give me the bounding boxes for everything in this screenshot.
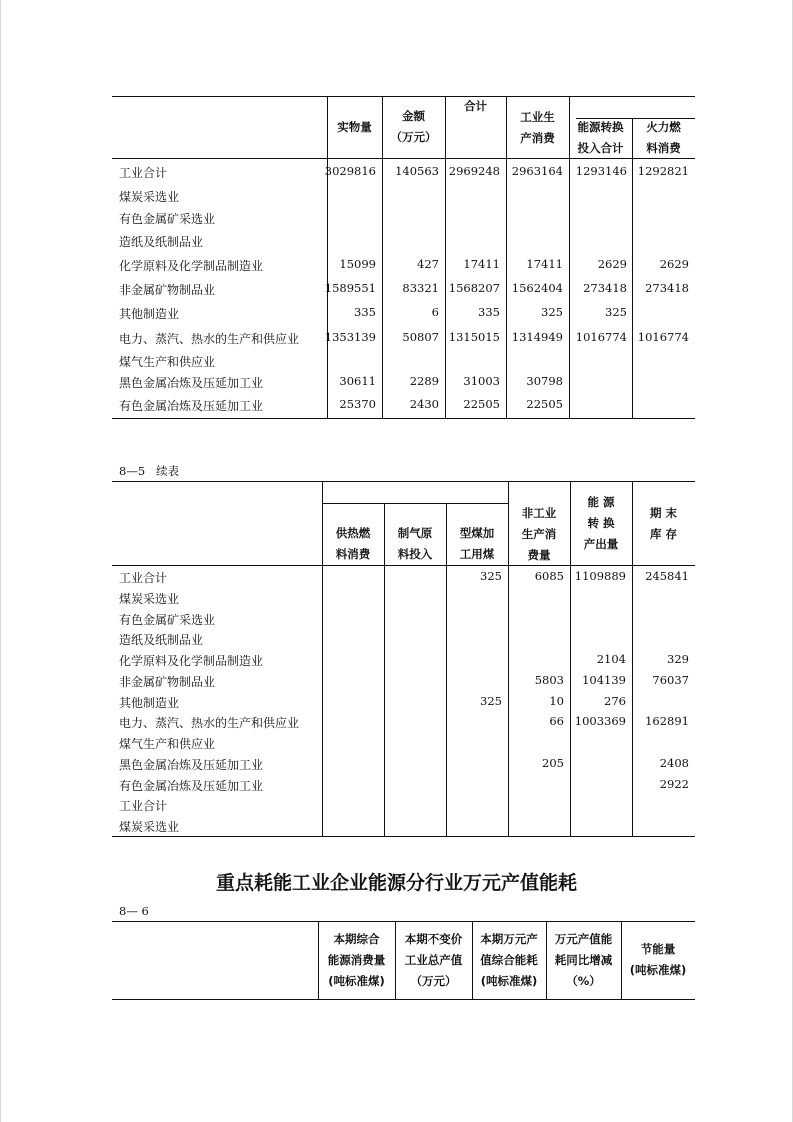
cell-value: 427 <box>417 257 439 271</box>
header-bubianjia-chanzhi: 本期不变价 工业总产值 （万元） <box>404 932 463 988</box>
row-label: 其他制造业 <box>119 307 180 321</box>
table2-subheader-rule <box>322 503 508 504</box>
cell-value: 10 <box>549 694 564 708</box>
cell-value: 1292821 <box>637 164 689 178</box>
cell-value: 2104 <box>596 652 626 666</box>
cell-value: 329 <box>667 652 689 666</box>
cell-value: 30611 <box>339 374 376 388</box>
cell-value: 2408 <box>659 756 689 770</box>
row-label: 煤炭采选业 <box>119 592 180 606</box>
table2-top-rule <box>112 481 695 482</box>
table1-top-rule <box>112 96 695 97</box>
cell-value: 2629 <box>597 257 627 271</box>
cell-value: 2629 <box>659 257 689 271</box>
header-qimo-kucun: 期 末 库 存 <box>649 506 677 541</box>
cell-value: 3029816 <box>324 164 376 178</box>
header-tongbi-zengjian: 万元产值能 耗同比增减 （%） <box>554 932 613 988</box>
cell-value: 1353139 <box>324 330 376 344</box>
cell-value: 325 <box>480 694 502 708</box>
row-label: 煤炭采选业 <box>119 820 180 834</box>
header-huoli-ranliao: 火力燃 料消费 <box>646 120 681 155</box>
section-title: 重点耗能工业企业能源分行业万元产值能耗 <box>215 872 577 894</box>
header-heji: 合计 <box>464 99 487 113</box>
cell-value: 17411 <box>526 257 563 271</box>
cell-value: 66 <box>549 714 564 728</box>
cell-value: 1016774 <box>575 330 627 344</box>
row-label: 有色金属矿采选业 <box>119 212 216 226</box>
row-label: 化学原料及化学制品制造业 <box>119 259 264 273</box>
cell-value: 5803 <box>534 673 564 687</box>
cell-value: 140563 <box>395 164 439 178</box>
cell-value: 2922 <box>659 777 689 791</box>
cell-value: 104139 <box>582 673 626 687</box>
cell-value: 1568207 <box>448 281 500 295</box>
cell-value: 1589551 <box>324 281 376 295</box>
cell-value: 245841 <box>645 569 689 583</box>
header-wanyuan-nenghao: 本期万元产 值综合能耗 (吨标准煤) <box>480 932 538 988</box>
cell-value: 2430 <box>409 397 439 411</box>
cell-value: 1562404 <box>511 281 563 295</box>
cell-value: 1016774 <box>637 330 689 344</box>
header-jienengliang: 节能量 (吨标准煤) <box>629 942 687 977</box>
table3-header-bottom-rule <box>112 999 695 1000</box>
row-label: 工业合计 <box>119 166 168 180</box>
cell-value: 2289 <box>409 374 439 388</box>
row-label: 工业合计 <box>119 799 168 813</box>
cell-value: 17411 <box>463 257 500 271</box>
row-label: 其他制造业 <box>119 696 180 710</box>
row-label: 非金属矿物制品业 <box>119 675 216 689</box>
row-label: 煤气生产和供应业 <box>119 355 216 369</box>
cell-value: 15099 <box>339 257 376 271</box>
row-label: 化学原料及化学制品制造业 <box>119 654 264 668</box>
cell-value: 22505 <box>463 397 500 411</box>
header-zonghe-nengyuan: 本期综合 能源消费量 (吨标准煤) <box>327 932 386 988</box>
table2-caption: 8—5 续表 <box>119 464 180 478</box>
table2-header-bottom-rule <box>112 565 695 566</box>
cell-value: 325 <box>480 569 502 583</box>
header-zhiqi-yuanliao: 制气原 料投入 <box>397 526 433 561</box>
table3-top-rule <box>112 921 695 922</box>
cell-value: 1109889 <box>574 569 626 583</box>
row-label: 有色金属冶炼及压延加工业 <box>119 399 264 413</box>
cell-value: 273418 <box>583 281 627 295</box>
header-nengyuan-chanchu: 能 源 转 换 产出量 <box>583 495 619 551</box>
row-label: 煤气生产和供应业 <box>119 737 216 751</box>
cell-value: 6 <box>431 305 439 319</box>
cell-value: 31003 <box>463 374 500 388</box>
row-label: 电力、蒸汽、热水的生产和供应业 <box>119 716 300 730</box>
row-label: 黑色金属冶炼及压延加工业 <box>119 376 264 390</box>
row-label: 有色金属矿采选业 <box>119 613 216 627</box>
header-gongre-ranliao: 供热燃 料消费 <box>335 526 371 561</box>
cell-value: 6085 <box>534 569 564 583</box>
table3-caption: 8— 6 <box>119 904 149 918</box>
cell-value: 83321 <box>402 281 439 295</box>
cell-value: 2969248 <box>448 164 500 178</box>
cell-value: 76037 <box>652 673 689 687</box>
row-label: 电力、蒸汽、热水的生产和供应业 <box>119 332 300 346</box>
table2-bottom-rule <box>112 836 695 837</box>
row-label: 有色金属冶炼及压延加工业 <box>119 779 264 793</box>
row-label: 造纸及纸制品业 <box>119 633 204 647</box>
header-xingmei-jiagong: 型煤加 工用煤 <box>459 526 495 561</box>
row-label: 煤炭采选业 <box>119 190 180 204</box>
table1-bottom-rule <box>112 418 695 419</box>
header-jine: 金额 （万元） <box>390 109 437 144</box>
cell-value: 1315015 <box>448 330 500 344</box>
cell-value: 1314949 <box>511 330 563 344</box>
row-label: 工业合计 <box>119 571 168 585</box>
cell-value: 2963164 <box>511 164 563 178</box>
header-nengyuan-touru: 能源转换 投入合计 <box>577 120 624 155</box>
cell-value: 50807 <box>402 330 439 344</box>
header-shiwuliang: 实物量 <box>337 120 372 134</box>
cell-value: 25370 <box>339 397 376 411</box>
header-feigongye-xiaofei: 非工业 生产消 费量 <box>521 506 557 562</box>
page-left-edge <box>0 0 1 1122</box>
row-label: 非金属矿物制品业 <box>119 283 216 297</box>
cell-value: 325 <box>605 305 627 319</box>
cell-value: 335 <box>478 305 500 319</box>
cell-value: 1003369 <box>574 714 626 728</box>
row-label: 造纸及纸制品业 <box>119 235 204 249</box>
cell-value: 325 <box>541 305 563 319</box>
cell-value: 22505 <box>526 397 563 411</box>
cell-value: 162891 <box>645 714 689 728</box>
header-gongye-shengchan: 工业生 产消费 <box>520 110 555 145</box>
cell-value: 335 <box>354 305 376 319</box>
cell-value: 276 <box>604 694 626 708</box>
cell-value: 205 <box>542 756 564 770</box>
cell-value: 273418 <box>645 281 689 295</box>
cell-value: 30798 <box>526 374 563 388</box>
row-label: 黑色金属冶炼及压延加工业 <box>119 758 264 772</box>
cell-value: 1293146 <box>575 164 627 178</box>
